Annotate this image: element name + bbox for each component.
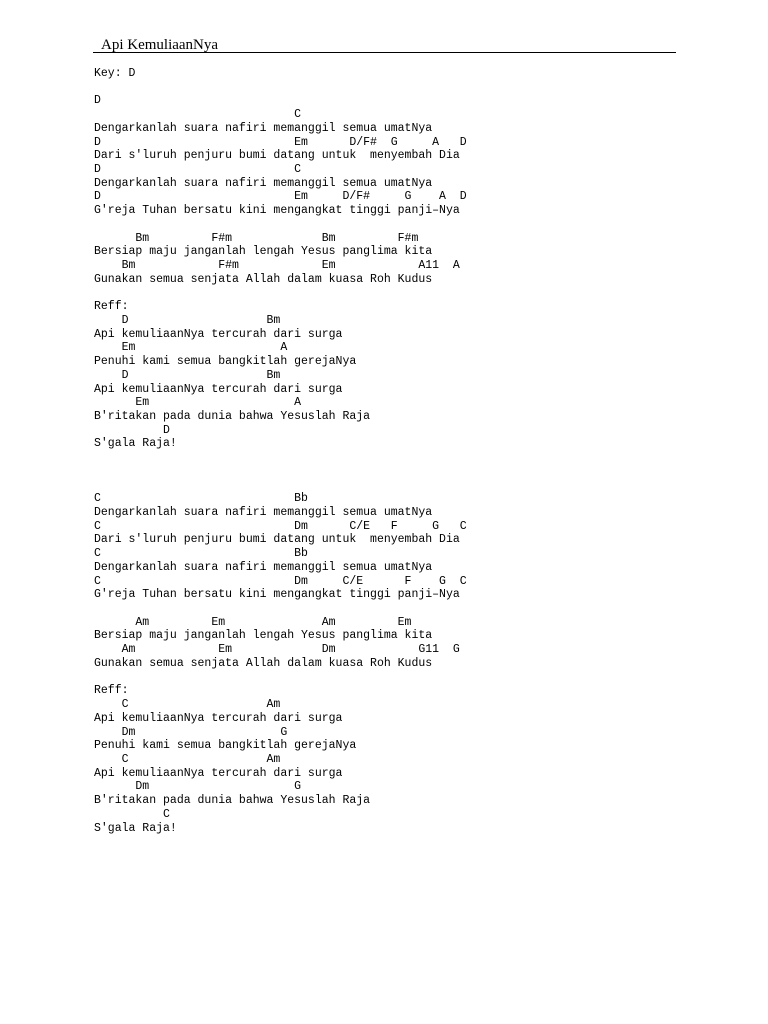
sheet-line: C Dm C/E F G C — [94, 574, 467, 588]
sheet-line: Bersiap maju janganlah lengah Yesus panglima kita — [94, 245, 433, 259]
sheet-line: Em A — [94, 396, 302, 410]
sheet-line — [94, 602, 714, 616]
sheet-line — [94, 81, 714, 95]
sheet-line: Am Em Am Em — [94, 615, 412, 629]
sheet-line: D — [94, 94, 101, 108]
title-underline — [93, 52, 676, 53]
sheet-line — [94, 479, 714, 493]
song-title: Api KemuliaanNya — [101, 37, 219, 53]
sheet-line: G'reja Tuhan bersatu kini mengangkat tinggi panji–Nya — [94, 588, 460, 602]
sheet-line: Dengarkanlah suara nafiri memanggil semua umatNya — [94, 176, 433, 190]
sheet-line: Reff: — [94, 300, 129, 314]
sheet-line — [94, 451, 714, 465]
sheet-line: D Bm — [94, 313, 281, 327]
sheet-line — [94, 218, 714, 232]
sheet-line: D Em D/F# G A D — [94, 135, 467, 149]
sheet-line: Api kemuliaanNya tercurah dari surga — [94, 327, 343, 341]
sheet-line: Dengarkanlah suara nafiri memanggil semua umatNya — [94, 560, 433, 574]
sheet-line — [94, 465, 714, 479]
sheet-line: C Am — [94, 698, 281, 712]
sheet-line: Am Em Dm G11 G — [94, 643, 460, 657]
sheet-line: C — [94, 807, 170, 821]
sheet-line: Reff: — [94, 684, 129, 698]
sheet-line: C Dm C/E F G C — [94, 519, 467, 533]
sheet-line — [94, 671, 714, 685]
sheet-line: Api kemuliaanNya tercurah dari surga — [94, 766, 343, 780]
sheet-line: Key: D — [94, 67, 136, 80]
sheet-line: C Am — [94, 752, 281, 766]
sheet-line: C — [94, 108, 302, 122]
sheet-line — [94, 287, 714, 301]
sheet-line: Bm F#m Em A11 A — [94, 259, 460, 273]
chord-sheet — [94, 67, 714, 835]
sheet-line: S'gala Raja! — [94, 437, 177, 451]
sheet-line: C Bb — [94, 547, 308, 561]
sheet-line: Dm G — [94, 725, 288, 739]
sheet-line: D Bm — [94, 368, 281, 382]
sheet-line: D Em D/F# G A D — [94, 190, 467, 204]
sheet-line: Dari s'luruh penjuru bumi datang untuk menyembah Dia — [94, 533, 460, 547]
sheet-line: Gunakan semua senjata Allah dalam kuasa Roh Kudus — [94, 272, 433, 286]
sheet-line: Dari s'luruh penjuru bumi datang untuk menyembah Dia — [94, 149, 460, 163]
sheet-line: B'ritakan pada dunia bahwa Yesuslah Raja — [94, 409, 371, 423]
sheet-line: B'ritakan pada dunia bahwa Yesuslah Raja — [94, 794, 371, 808]
sheet-line: Gunakan semua senjata Allah dalam kuasa Roh Kudus — [94, 656, 433, 670]
sheet-line: Bm F#m Bm F#m — [94, 231, 419, 245]
sheet-line: C Bb — [94, 492, 308, 506]
sheet-line: Bersiap maju janganlah lengah Yesus panglima kita — [94, 629, 433, 643]
sheet-line: Api kemuliaanNya tercurah dari surga — [94, 382, 343, 396]
sheet-line: G'reja Tuhan bersatu kini mengangkat tinggi panji–Nya — [94, 204, 460, 218]
sheet-line: Penuhi kami semua bangkitlah gerejaNya — [94, 355, 357, 369]
sheet-line: D C — [94, 163, 302, 177]
sheet-line: D — [94, 423, 170, 437]
sheet-line: Api kemuliaanNya tercurah dari surga — [94, 711, 343, 725]
sheet-line: Dm G — [94, 780, 302, 794]
sheet-line: Dengarkanlah suara nafiri memanggil semua umatNya — [94, 121, 433, 135]
sheet-line: S'gala Raja! — [94, 821, 177, 835]
sheet-line: Penuhi kami semua bangkitlah gerejaNya — [94, 739, 357, 753]
sheet-line: Em A — [94, 341, 288, 355]
sheet-line: Dengarkanlah suara nafiri memanggil semua umatNya — [94, 506, 433, 519]
